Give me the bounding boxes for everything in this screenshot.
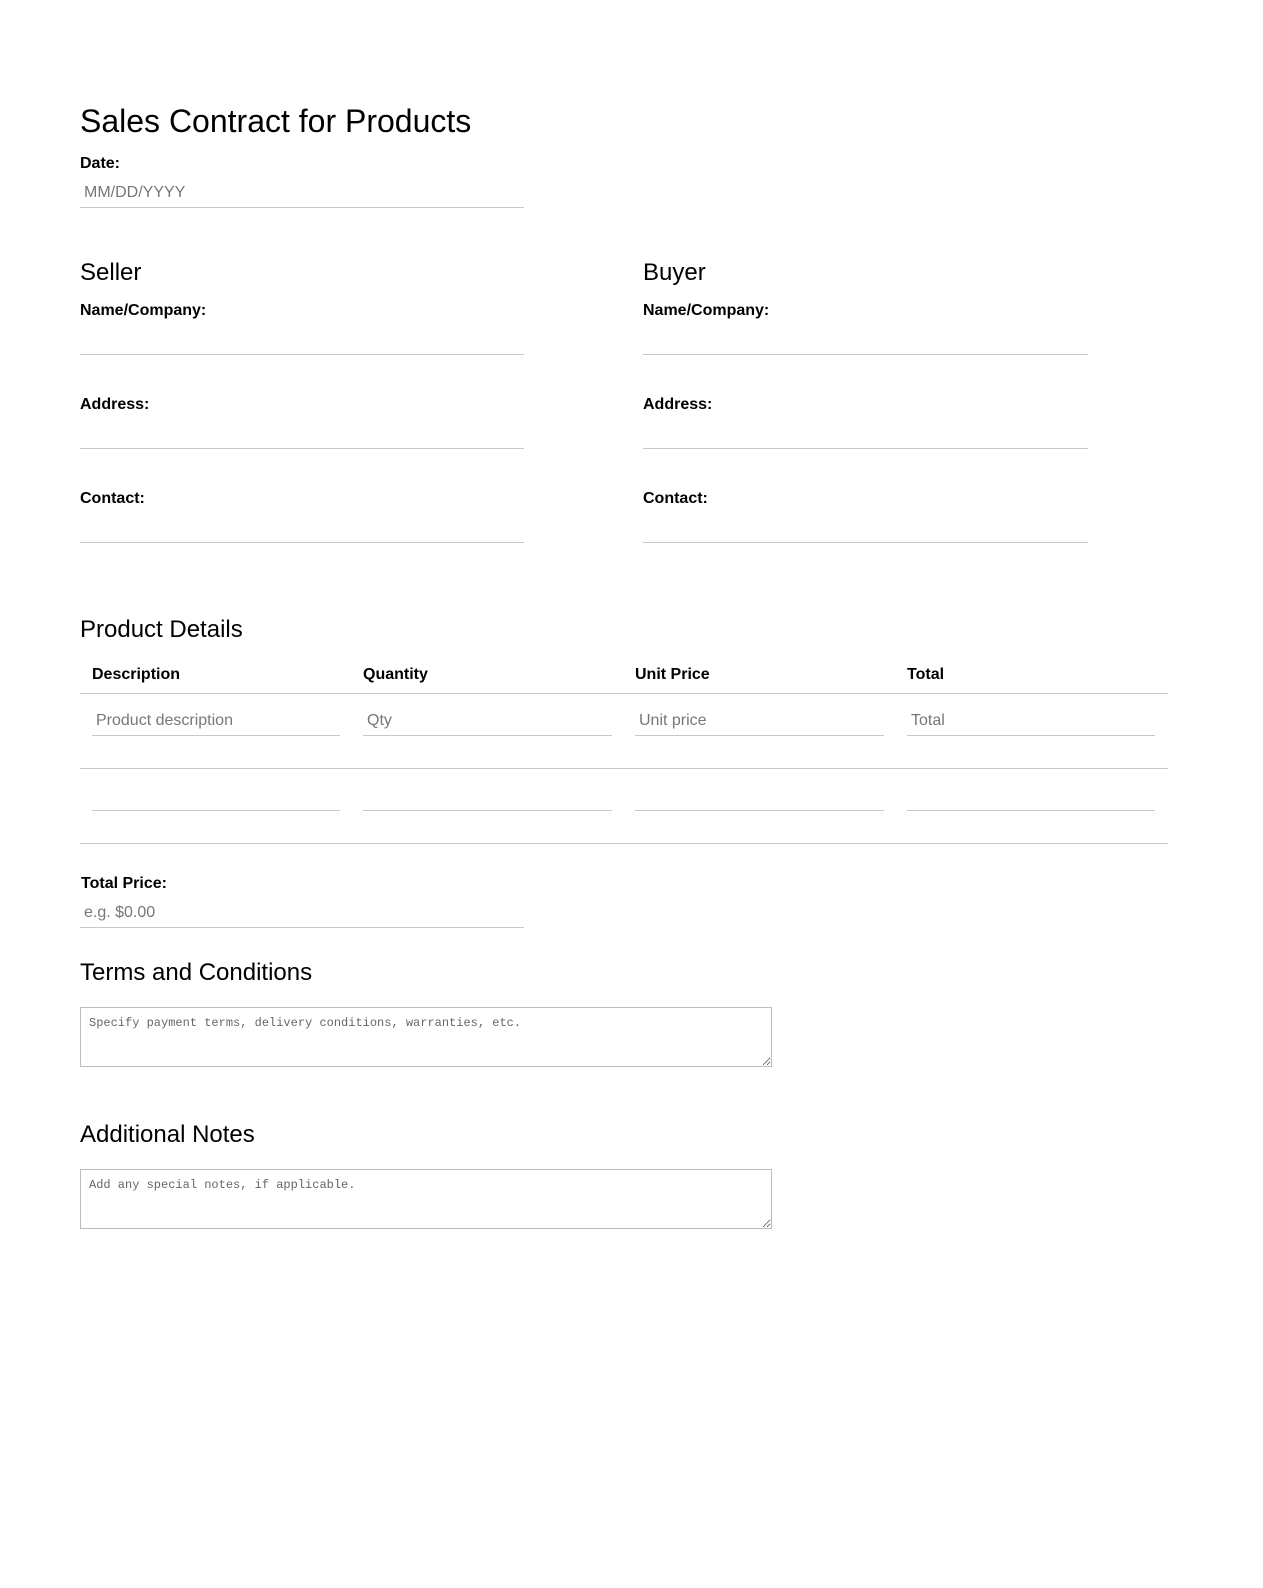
terms-heading: Terms and Conditions: [80, 959, 313, 986]
table-row-divider: [80, 768, 1168, 769]
date-label: Date:: [80, 155, 121, 172]
seller-name-label: Name/Company:: [80, 302, 207, 319]
product-unit-price-input[interactable]: [635, 781, 884, 811]
notes-textarea[interactable]: [80, 1169, 772, 1229]
seller-address-input[interactable]: [80, 419, 524, 449]
column-header-unit-price: Unit Price: [635, 666, 710, 683]
buyer-address-label: Address:: [643, 396, 713, 413]
table-header-divider: [80, 693, 1168, 694]
product-details-heading: Product Details: [80, 616, 243, 643]
column-header-description: Description: [92, 666, 181, 683]
column-header-quantity: Quantity: [363, 666, 428, 683]
product-quantity-input[interactable]: [363, 781, 612, 811]
column-header-total: Total: [907, 666, 945, 683]
total-price-input[interactable]: [80, 898, 524, 928]
seller-address-label: Address:: [80, 396, 150, 413]
seller-contact-input[interactable]: [80, 513, 524, 543]
product-total-input[interactable]: [907, 781, 1155, 811]
terms-textarea[interactable]: [80, 1007, 772, 1067]
buyer-address-input[interactable]: [643, 419, 1088, 449]
notes-heading: Additional Notes: [80, 1121, 255, 1148]
seller-heading: Seller: [80, 259, 142, 286]
date-input[interactable]: [80, 178, 524, 208]
buyer-contact-input[interactable]: [643, 513, 1088, 543]
product-description-input[interactable]: [92, 706, 340, 736]
product-unit-price-input[interactable]: [635, 706, 884, 736]
page-title: Sales Contract for Products: [80, 103, 472, 139]
product-total-input[interactable]: [907, 706, 1155, 736]
table-bottom-divider: [80, 843, 1168, 844]
seller-contact-label: Contact:: [80, 490, 145, 507]
buyer-name-label: Name/Company:: [643, 302, 770, 319]
total-price-label: Total Price:: [81, 875, 167, 892]
product-description-input[interactable]: [92, 781, 340, 811]
buyer-contact-label: Contact:: [643, 490, 708, 507]
buyer-heading: Buyer: [643, 259, 706, 286]
buyer-name-input[interactable]: [643, 325, 1088, 355]
product-quantity-input[interactable]: [363, 706, 612, 736]
seller-name-input[interactable]: [80, 325, 524, 355]
